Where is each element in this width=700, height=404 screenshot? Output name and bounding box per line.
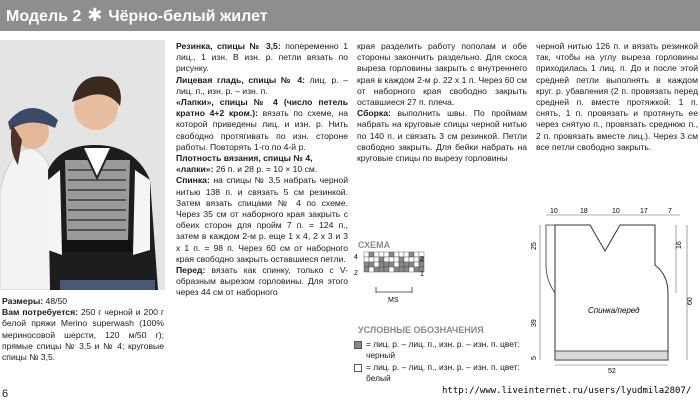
right-dim-1: 16 (676, 241, 683, 249)
schema-cell (369, 262, 374, 267)
materials-column (2, 296, 164, 363)
materials-text: 250 г черной и 200 г белой пряжи Merino superwash (100% мериносовой шерсти, 120 м/50 г); прямые спицы № 3,5 и № 4; круговые спицы № 3,5. (2, 307, 165, 363)
schema-cell (399, 252, 404, 257)
schema-cell (379, 257, 384, 262)
schema-cell (374, 262, 379, 267)
legend-title: УСЛОВНЫЕ ОБОЗНАЧЕНИЯ (358, 325, 484, 335)
schema-cell (369, 252, 374, 257)
back-paragraph (176, 175, 348, 265)
right-dim-2: 60 (687, 297, 694, 305)
front-paragraph (176, 265, 348, 299)
schema-cell (389, 252, 394, 257)
schema-cell (414, 262, 419, 267)
schema-cell (404, 267, 409, 272)
legend-swatch-black (354, 341, 362, 349)
schema-grid (364, 252, 424, 272)
model-number: Модель 2 (6, 8, 82, 25)
schema-cell (369, 257, 374, 262)
legend-text-white: = лиц. р. – лиц. п., изн. р. – изн. п. цвет: белый (366, 362, 520, 383)
schema-cell (364, 257, 369, 262)
back-label: Спинка: (176, 175, 210, 186)
schema-cell (399, 262, 404, 267)
bottom-dim: 52 (608, 368, 616, 375)
schema-cell (384, 252, 389, 257)
schema-cell (389, 262, 394, 267)
assembly-text: выполнить швы. По проймам набрать на круговые спицы черной нитью по 140 п. и связать 3 см резинкой. Петли свободно закрыть. Для бейки набрать на круговые спицы по вырезу горловины (357, 108, 527, 164)
schema-cell (394, 262, 399, 267)
schema-cell (404, 262, 409, 267)
pattern-outline (555, 225, 668, 360)
density-label-2: «лапки»: (176, 164, 214, 175)
density-label: Плотность вязания, спицы № 4, (176, 153, 313, 164)
density-text: 26 п. и 28 р. = 10 × 10 см. (213, 164, 318, 175)
rib-paragraph (176, 41, 348, 75)
piece-label: Спинка/перед (588, 306, 640, 315)
schema-cell (364, 252, 369, 257)
left-dim-3: 5 (531, 356, 538, 360)
model-name: Чёрно-белый жилет (108, 8, 268, 25)
schema-cell (414, 257, 419, 262)
rib-band (555, 351, 668, 360)
schema-cell (409, 257, 414, 262)
schema-cell (399, 257, 404, 262)
top-dim-3: 10 (612, 208, 620, 215)
armhole-left (546, 225, 555, 293)
schema-chart (352, 250, 432, 308)
back-text: на спицы № 3,5 набрать черной нитью 138 п. и связать 5 см резинкой. Затем вязать спицами № 4 по схеме. Через 35 см от наборного края закрыть с обеих сторон для пройм 7 п. = 124 п., затем в каждом 2-м р. еще 1 х 4, 2 х 3 и 3 х 1 п. = 98 п. Через 60 см от наборного края свободно закрыть оставшиеся петли. (176, 175, 348, 264)
instructions-column-3 (536, 41, 698, 153)
schema-cell (389, 257, 394, 262)
sizes-label: Размеры: (2, 296, 44, 306)
photo-illustration (0, 40, 165, 290)
schema-cell (399, 267, 404, 272)
sizes-paragraph (2, 296, 164, 307)
materials-paragraph (2, 307, 164, 363)
schema-cell (409, 267, 414, 272)
paws-text: вязать по схеме, на которой приведены лиц. и изн. р. Нить свободно протягивать по изн. стороне работы. Повторять 1-го по 4-й р. (176, 108, 348, 152)
schema-cell (404, 252, 409, 257)
page-title (6, 5, 268, 26)
schema-col-label-2: 2 (420, 256, 424, 263)
schema-cell (379, 267, 384, 272)
schema-row-label-4: 4 (354, 254, 358, 261)
sizes-value: 48/50 (43, 296, 68, 306)
schema-cell (384, 257, 389, 262)
schema-cell (394, 257, 399, 262)
paws-label: «Лапки», спицы № 4 (число петель кратно 4+2 кром.): (176, 97, 348, 119)
instructions-column-1 (176, 41, 348, 299)
schema-title: СХЕМА (358, 240, 391, 250)
page-number: 6 (2, 388, 9, 400)
stockinette-paragraph (176, 75, 348, 97)
schema-cell (404, 257, 409, 262)
schema-cell (384, 262, 389, 267)
stockinette-text: лиц. р. – лиц. п., изн. р. – изн. п. (176, 74, 349, 96)
front-continued-paragraph: края разделить работу пополам и обе стороны закончить раздельно. Для скоса выреза горловины закрыть с внутреннего края в каждом 2-м р. 22 х 1 п. Через 60 см от наборного края свободно закрыть оставшиеся 27 п. плеча. (357, 41, 527, 108)
schema-row-label-2: 2 (354, 270, 358, 277)
schema-cell (379, 262, 384, 267)
top-dim-2: 18 (580, 208, 588, 215)
density-paragraph (176, 153, 348, 175)
instructions-column-2 (357, 41, 527, 164)
star-icon: ✱ (87, 5, 103, 25)
schema-cell (409, 262, 414, 267)
left-dim-1: 25 (531, 242, 538, 250)
legend-text-black: = лиц. р. – лиц. п., изн. р. – изн. п. цвет: черный (366, 339, 520, 360)
top-dim-5: 7 (668, 208, 672, 215)
schema-cell (384, 267, 389, 272)
schema-cell (409, 252, 414, 257)
left-dim-2: 39 (531, 319, 538, 327)
top-dim-1: 10 (550, 208, 558, 215)
front-label: Перед: (176, 265, 206, 276)
pattern-diagram (530, 205, 700, 380)
assembly-label: Сборка: (357, 108, 391, 119)
schema-cell (364, 262, 369, 267)
schema-cell (394, 252, 399, 257)
schema-cell (414, 252, 419, 257)
front-text: вязать как спинку, только с V-образным вырезом горловины. Для этого через 44 см от наборного (176, 265, 348, 298)
schema-cell (369, 267, 374, 272)
schema-cell (394, 267, 399, 272)
legend-swatch-white (354, 364, 362, 372)
rib-label: Резинка, спицы № 3,5: (176, 41, 281, 51)
top-dim-4: 17 (640, 208, 648, 215)
stockinette-label: Лицевая гладь, спицы № 4: (176, 74, 305, 85)
schema-cell (364, 267, 369, 272)
schema-cell (374, 252, 379, 257)
materials-label: Вам потребуется: (2, 307, 78, 318)
paws-paragraph (176, 97, 348, 153)
neckband-paragraph: черной нитью 126 п. и вязать резинкой так, чтобы на углу выреза горловины приходилась 1 лиц. п. До и после этой средней петли выполнять в каждом круг. р. убавления (2 п. провязать перед средней п. вместе протяжкой: 1 п. снять, 1 п. провязать и протянуть ее через снятую п., провязать среднюю п., 2 п. провязать вместе лиц.). Через 3 см все петли свободно закрыть. (536, 41, 698, 152)
schema-cell (379, 252, 384, 257)
photo-couple (0, 40, 165, 290)
schema-cell (374, 257, 379, 262)
assembly-paragraph (357, 108, 527, 164)
ms-label: MS (388, 297, 399, 304)
schema-cell (414, 267, 419, 272)
source-url[interactable]: http://www.liveinternet.ru/users/lyudmila2807/ (442, 386, 692, 396)
schema-cell (389, 267, 394, 272)
schema-cell (374, 267, 379, 272)
schema-col-label-1: 1 (420, 271, 424, 278)
rib-text: попеременно 1 лиц., 1 изн. В изн. р. петли вязать по рисунку. (176, 41, 348, 74)
